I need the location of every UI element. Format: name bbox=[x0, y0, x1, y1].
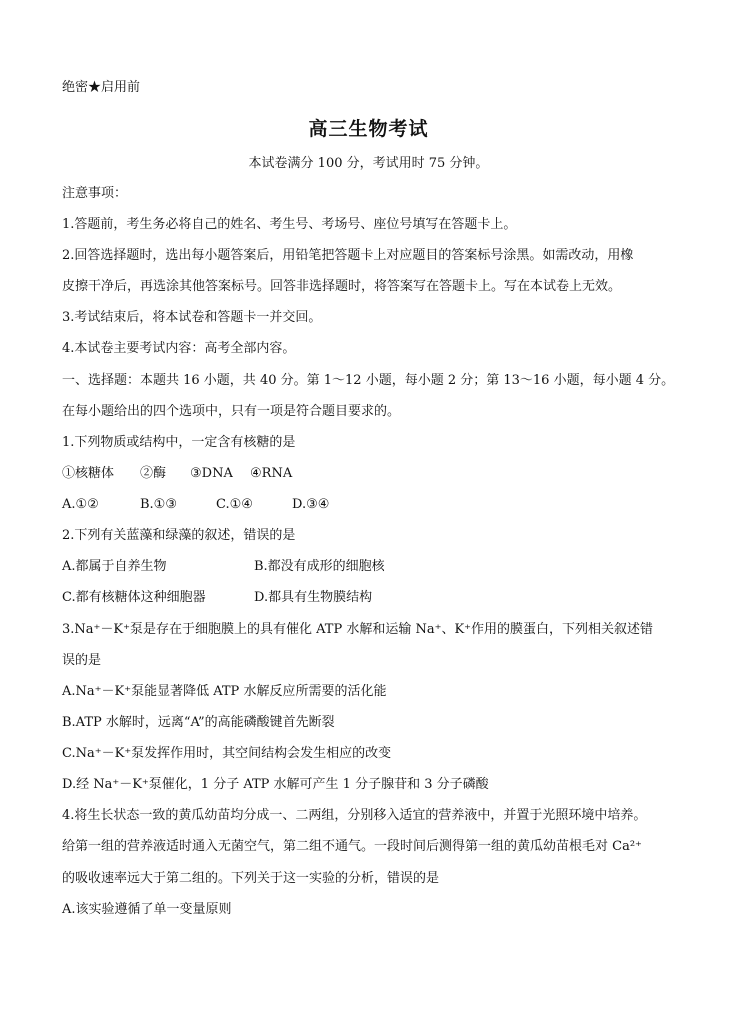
q2-option: D.都具有生物膜结构 bbox=[254, 590, 373, 605]
question-2-stem: 2.下列有关蓝藻和绿藻的叙述，错误的是 bbox=[62, 528, 296, 543]
q3-option: A.Na⁺－K⁺泵能显著降低 ATP 水解反应所需要的活化能 bbox=[62, 684, 387, 699]
q1-option: C.①④ bbox=[216, 497, 253, 512]
q3-option: D.经 Na⁺－K⁺泵催化，1 分子 ATP 水解可产生 1 分子腺苷和 3 分子磷酸 bbox=[62, 777, 489, 792]
exam-subtitle: 本试卷满分 100 分，考试用时 75 分钟。 bbox=[248, 156, 489, 171]
q2-option: B.都没有成形的细胞核 bbox=[254, 559, 385, 574]
secret-label: 绝密★启用前 bbox=[62, 80, 141, 95]
q1-item: ④RNA bbox=[250, 466, 293, 481]
question-2-options-row2 bbox=[62, 590, 462, 606]
note-item: 3.考试结束后，将本试卷和答题卡一并交回。 bbox=[62, 310, 322, 325]
q2-option: C.都有核糖体这种细胞器 bbox=[62, 590, 206, 605]
question-2-options-row1 bbox=[62, 559, 462, 575]
q3-option: C.Na⁺－K⁺泵发挥作用时，其空间结构会发生相应的改变 bbox=[62, 746, 392, 761]
note-item: 1.答题前，考生务必将自己的姓名、考生号、考场号、座位号填写在答题卡上。 bbox=[62, 217, 517, 232]
q1-option: B.①③ bbox=[140, 497, 177, 512]
question-1-options bbox=[62, 497, 329, 513]
q1-option: A.①② bbox=[62, 497, 99, 512]
question-1-stem: 1.下列物质或结构中，一定含有核糖的是 bbox=[62, 435, 296, 450]
section-instruction: 一、选择题：本题共 16 小题，共 40 分。第 1～12 小题，每小题 2 分；第 13～16 小题，每小题 4 分。 bbox=[62, 373, 675, 388]
q1-option: D.③④ bbox=[292, 497, 330, 512]
notes-heading: 注意事项： bbox=[62, 186, 128, 201]
section-instruction-cont: 在每小题给出的四个选项中，只有一项是符合题目要求的。 bbox=[62, 404, 401, 419]
question-4-stem-cont: 的吸收速率远大于第二组的。下列关于这一实验的分析，错误的是 bbox=[62, 871, 440, 886]
q4-option: A.该实验遵循了单一变量原则 bbox=[62, 902, 232, 917]
question-3-stem-cont: 误的是 bbox=[62, 653, 102, 668]
q2-option: A.都属于自养生物 bbox=[62, 559, 167, 574]
note-item: 皮擦干净后，再选涂其他答案标号。回答非选择题时，将答案写在答题卡上。写在本试卷上无效。 bbox=[62, 279, 622, 294]
q1-item: ①核糖体 bbox=[62, 466, 115, 481]
question-3-stem: 3.Na⁺－K⁺泵是存在于细胞膜上的具有催化 ATP 水解和运输 Na⁺、K⁺作用的膜蛋白，下列相关叙述错 bbox=[62, 622, 654, 637]
q1-item: ③DNA bbox=[190, 466, 233, 481]
q1-item: ②酶 bbox=[140, 466, 167, 481]
q3-option: B.ATP 水解时，远离“A”的高能磷酸键首先断裂 bbox=[62, 715, 335, 730]
question-4-stem: 4.将生长状态一致的黄瓜幼苗均分成一、二两组，分别移入适宜的营养液中，并置于光照环境中培养。 bbox=[62, 808, 647, 823]
note-item: 2.回答选择题时，选出每小题答案后，用铅笔把答题卡上对应题目的答案标号涂黑。如需改动，用橡 bbox=[62, 248, 634, 263]
note-item: 4.本试卷主要考试内容：高考全部内容。 bbox=[62, 341, 296, 356]
page-title: 高三生物考试 bbox=[308, 118, 429, 140]
question-4-stem-cont: 给第一组的营养液适时通入无菌空气，第二组不通气。一段时间后测得第一组的黄瓜幼苗根毛对 Ca²⁺ bbox=[62, 839, 642, 854]
question-1-items bbox=[62, 466, 292, 482]
